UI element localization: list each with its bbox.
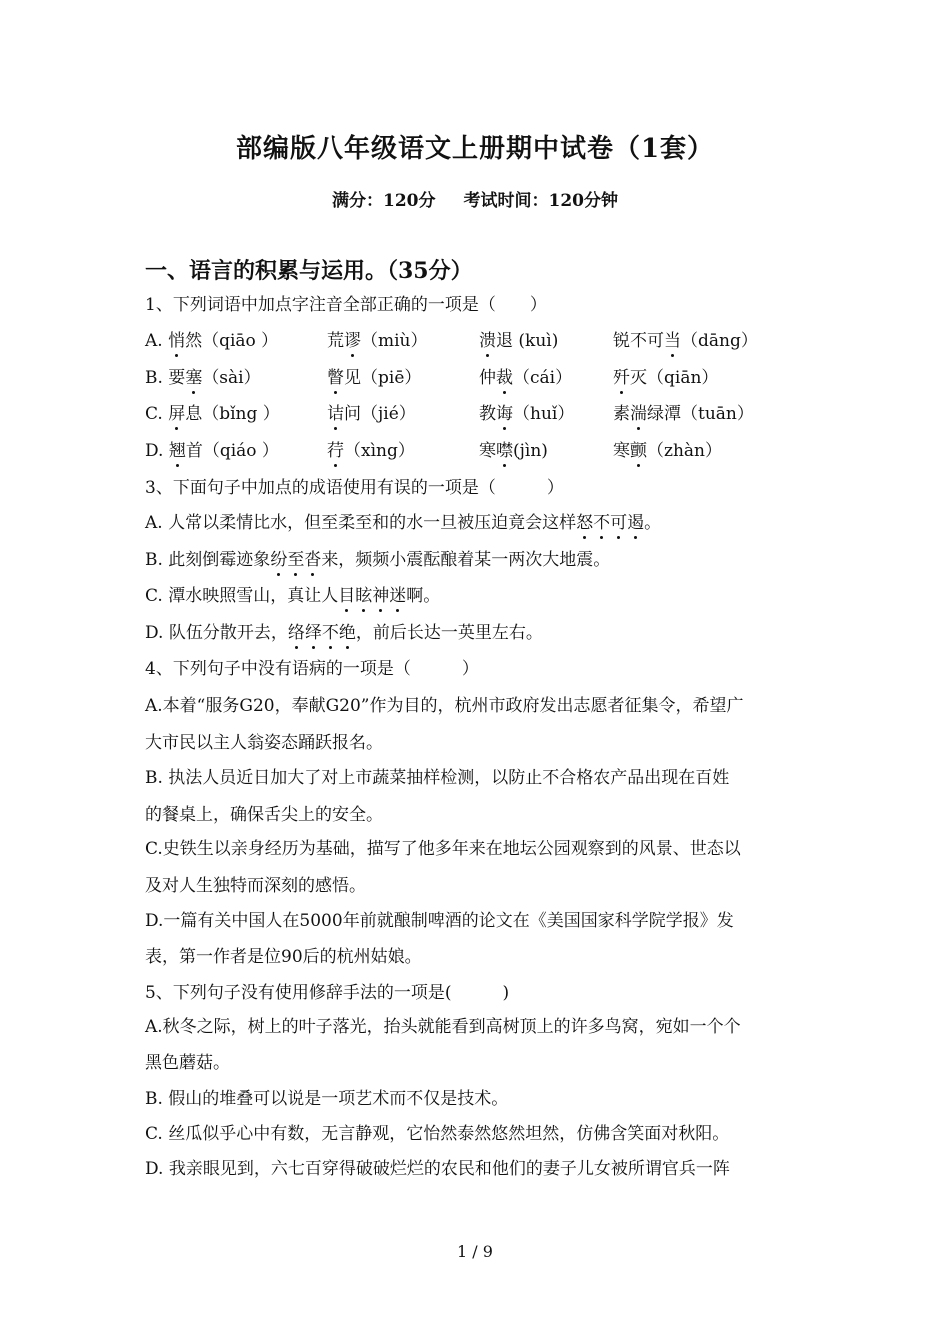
emphasis-dot-char: 溃 xyxy=(479,331,496,351)
page-number: 1 / 9 xyxy=(457,1242,493,1261)
word-with-pinyin: 荇（xìng） xyxy=(327,441,415,461)
word-with-pinyin: 歼灭（qiān） xyxy=(613,368,719,388)
option-row xyxy=(145,439,825,463)
emphasis-dot-char: 屏 xyxy=(168,404,186,424)
emphasis-dot-char: 不 xyxy=(593,513,611,533)
emphasis-dot-char: 颤 xyxy=(630,441,647,461)
option-line: 黑色蘑菇。 xyxy=(145,1053,230,1073)
option-row xyxy=(145,402,825,426)
emphasis-dot-char: 怒 xyxy=(576,513,594,533)
option-line: A.本着“服务G20，奉献G20”作为目的，杭州市政府发出志愿者征集令，希望广 xyxy=(145,696,744,716)
option-line: B. 此刻倒霉迹象纷至沓来，频频小震酝酿着某一两次大地震。 xyxy=(145,550,611,570)
emphasis-dot-char: 悄 xyxy=(168,331,186,351)
emphasis-dot-char: 翘 xyxy=(168,441,186,461)
option-row xyxy=(145,329,825,353)
option-line: B. 假山的堆叠可以说是一项艺术而不仅是技术。 xyxy=(145,1089,509,1109)
emphasis-dot-char: 当 xyxy=(664,331,681,351)
emphasis-dot-char: 噤 xyxy=(496,441,513,461)
option-line: 表，第一作者是位90后的杭州姑娘。 xyxy=(145,947,422,967)
exam-info xyxy=(0,186,950,211)
word-with-pinyin: 寒颤（zhàn） xyxy=(613,441,722,461)
emphasis-dot-char: 络 xyxy=(287,623,305,643)
word-with-pinyin: C. 屏息（bǐng ） xyxy=(145,404,280,424)
option-line: D.一篇有关中国人在5000年前就酿制啤酒的论文在《美国国家科学院学报》发 xyxy=(145,911,734,931)
emphasis-dot-char: 绝 xyxy=(338,623,356,643)
emphasis-dot-char: 塞 xyxy=(185,368,203,388)
exam-time: 考试时间：120分钟 xyxy=(463,191,618,211)
question-3-stem: 3、下面句子中加点的成语使用有误的一项是（ ） xyxy=(145,478,564,498)
emphasis-dot-char: 眩 xyxy=(355,586,373,606)
option-line: C. 丝瓜似乎心中有数，无言静观，它怡然泰然悠然坦然，仿佛含笑面对秋阳。 xyxy=(145,1124,730,1144)
option-line: D. 我亲眼见到，六七百穿得破破烂烂的农民和他们的妻子儿女被所谓官兵一阵 xyxy=(145,1159,730,1179)
option-line: C. 潭水映照雪山，真让人目眩神迷啊。 xyxy=(145,586,441,606)
option-line: D. 队伍分散开去，络绎不绝，前后长达一英里左右。 xyxy=(145,623,543,643)
option-line: C.史铁生以亲身经历为基础，描写了他多年来在地坛公园观察到的风景、世态以 xyxy=(145,839,741,859)
word-with-pinyin: 仲裁（cái） xyxy=(479,368,573,388)
word-with-pinyin: 素湍绿潭（tuān） xyxy=(613,404,754,424)
emphasis-dot-char: 绎 xyxy=(304,623,322,643)
emphasis-dot-char: 不 xyxy=(321,623,339,643)
option-line: B. 执法人员近日加大了对上市蔬菜抽样检测，以防止不合格农产品出现在百姓 xyxy=(145,768,730,788)
question-4-stem: 4、下列句子中没有语病的一项是（ ） xyxy=(145,659,479,679)
option-line: 的餐桌上，确保舌尖上的安全。 xyxy=(145,805,383,825)
emphasis-dot-char: 歼 xyxy=(613,368,630,388)
word-with-pinyin: 锐不可当（dāng） xyxy=(613,331,758,351)
option-line: A. 人常以柔情比水，但至柔至和的水一旦被压迫竟会这样怒不可遏。 xyxy=(145,513,662,533)
word-with-pinyin: B. 要塞（sài） xyxy=(145,368,261,388)
emphasis-dot-char: 谬 xyxy=(344,331,361,351)
word-with-pinyin: 溃退 (kuì) xyxy=(479,331,559,351)
question-1-stem: 1、下列词语中加点字注音全部正确的一项是（ ） xyxy=(145,295,547,315)
page-title: 部编版八年级语文上册期中试卷（1套） xyxy=(235,134,715,164)
option-line: A.秋冬之际，树上的叶子落光，抬头就能看到高树顶上的许多鸟窝，宛如一个个 xyxy=(145,1017,741,1037)
question-5-stem: 5、下列句子没有使用修辞手法的一项是( ) xyxy=(145,983,510,1003)
emphasis-dot-char: 诘 xyxy=(327,404,344,424)
emphasis-dot-char: 沓 xyxy=(304,550,322,570)
emphasis-dot-char: 遏 xyxy=(627,513,645,533)
word-with-pinyin: A. 悄然（qiāo ） xyxy=(145,331,279,351)
option-row xyxy=(145,366,825,390)
emphasis-dot-char: 诲 xyxy=(496,404,513,424)
option-line: 及对人生独特而深刻的感悟。 xyxy=(145,876,366,896)
emphasis-dot-char: 可 xyxy=(610,513,628,533)
word-with-pinyin: 教诲（huǐ） xyxy=(479,404,575,424)
word-with-pinyin: 寒噤(jìn) xyxy=(479,441,548,461)
emphasis-dot-char: 瞥 xyxy=(327,368,344,388)
emphasis-dot-char: 纷 xyxy=(270,550,288,570)
emphasis-dot-char: 湍 xyxy=(630,404,647,424)
emphasis-dot-char: 裁 xyxy=(496,368,513,388)
emphasis-dot-char: 神 xyxy=(372,586,390,606)
emphasis-dot-char: 荇 xyxy=(327,441,344,461)
emphasis-dot-char: 目 xyxy=(338,586,356,606)
full-score: 满分：120分 xyxy=(332,191,436,211)
emphasis-dot-char: 迷 xyxy=(389,586,407,606)
option-line: 大市民以主人翁姿态踊跃报名。 xyxy=(145,733,383,753)
word-with-pinyin: 诘问（jié） xyxy=(327,404,416,424)
section-heading: 一、语言的积累与运用。（35分） xyxy=(145,258,473,284)
word-with-pinyin: 瞥见（piē） xyxy=(327,368,422,388)
emphasis-dot-char: 至 xyxy=(287,550,305,570)
word-with-pinyin: 荒谬（miù） xyxy=(327,331,428,351)
word-with-pinyin: D. 翘首（qiáo ） xyxy=(145,441,279,461)
